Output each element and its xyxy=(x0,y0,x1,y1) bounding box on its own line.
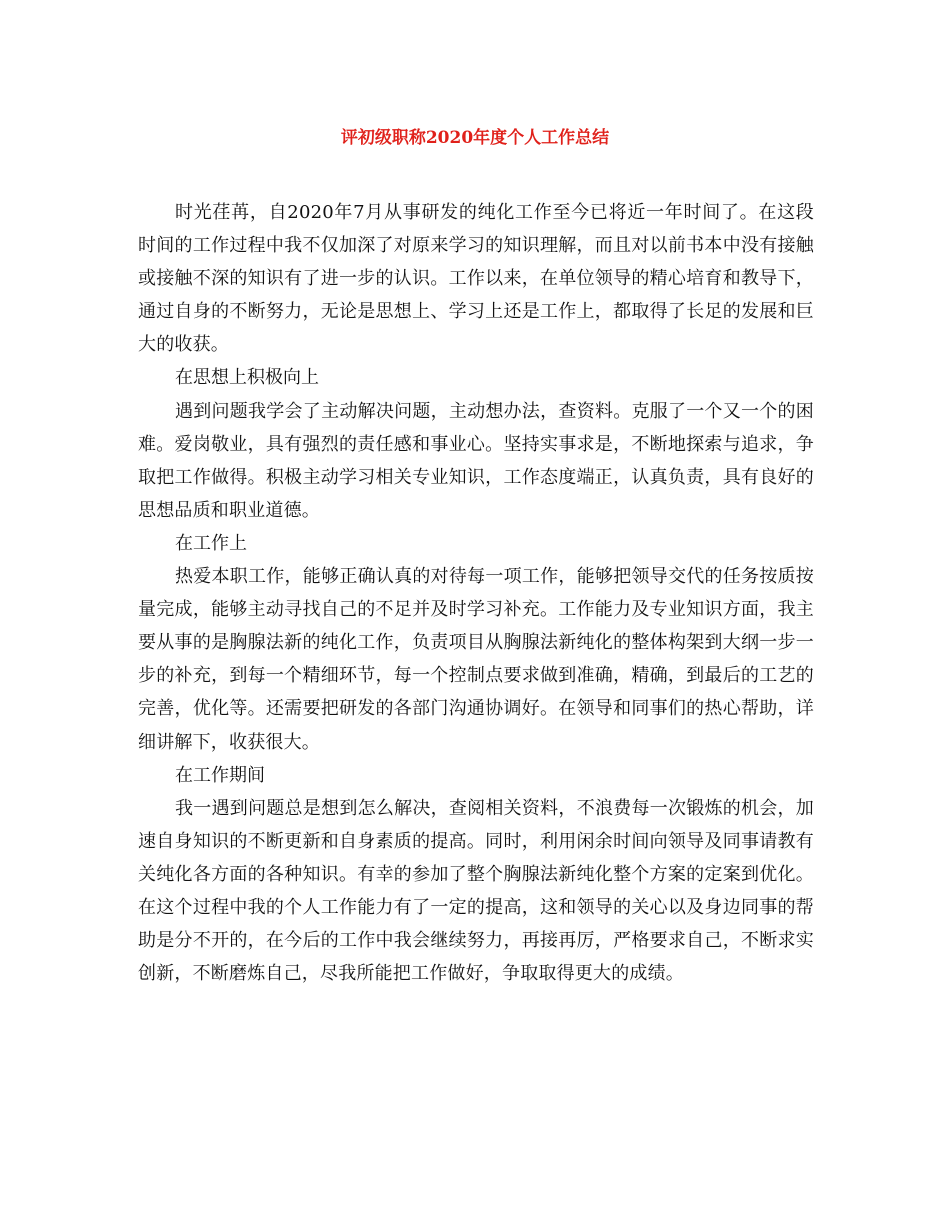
paragraph-work: 热爱本职工作，能够正确认真的对待每一项工作，能够把领导交代的任务按质按量完成，能够主动寻找自己的不足并及时学习补充。工作能力及专业知识方面，我主要从事的是胸腺法新的纯化工作，负责项目从胸腺法新纯化的整体构架到大纲一步一步的补充，到每一个精细环节，每一个控制点要求做到准确，精确，到最后的工艺的完善，优化等。还需要把研发的各部门沟通协调好。在领导和同事们的热心帮助，详细讲解下，收获很大。 xyxy=(138,566,814,753)
paragraph-thought: 遇到问题我学会了主动解决问题，主动想办法，查资料。克服了一个又一个的困难。爱岗敬业，具有强烈的责任感和事业心。坚持实事求是，不断地探索与追求，争取把工作做得。积极主动学习相关专业知识，工作态度端正，认真负责，具有良好的思想品质和职业道德。 xyxy=(138,400,814,521)
paragraph-intro: 时光荏苒，自2020年7月从事研发的纯化工作至今已将近一年时间了。在这段时间的工作过程中我不仅加深了对原来学习的知识理解，而且对以前书本中没有接触或接触不深的知识有了进一步的认识。工作以来，在单位领导的精心培育和教导下，通过自身的不断努力，无论是思想上、学习上还是工作上，都取得了长足的发展和巨大的收获。 xyxy=(138,202,814,356)
section-heading-work: 在工作上 xyxy=(175,532,247,554)
document-title: 评初级职称2020年度个人工作总结 xyxy=(340,128,610,148)
document-body xyxy=(138,196,814,990)
section-heading-work-period: 在工作期间 xyxy=(175,764,265,786)
section-heading-thought: 在思想上积极向上 xyxy=(175,367,319,389)
paragraph-work-period: 我一遇到问题总是想到怎么解决，查阅相关资料，不浪费每一次锻炼的机会，加速自身知识的不断更新和自身素质的提高。同时，利用闲余时间向领导及同事请教有关纯化各方面的各种知识。有幸的参加了整个胸腺法新纯化整个方案的定案到优化。在这个过程中我的个人工作能力有了一定的提高，这和领导的关心以及身边同事的帮助是分不开的，在今后的工作中我会继续努力，再接再厉，严格要求自己，不断求实创新，不断磨炼自己，尽我所能把工作做好，争取取得更大的成绩。 xyxy=(138,797,814,985)
